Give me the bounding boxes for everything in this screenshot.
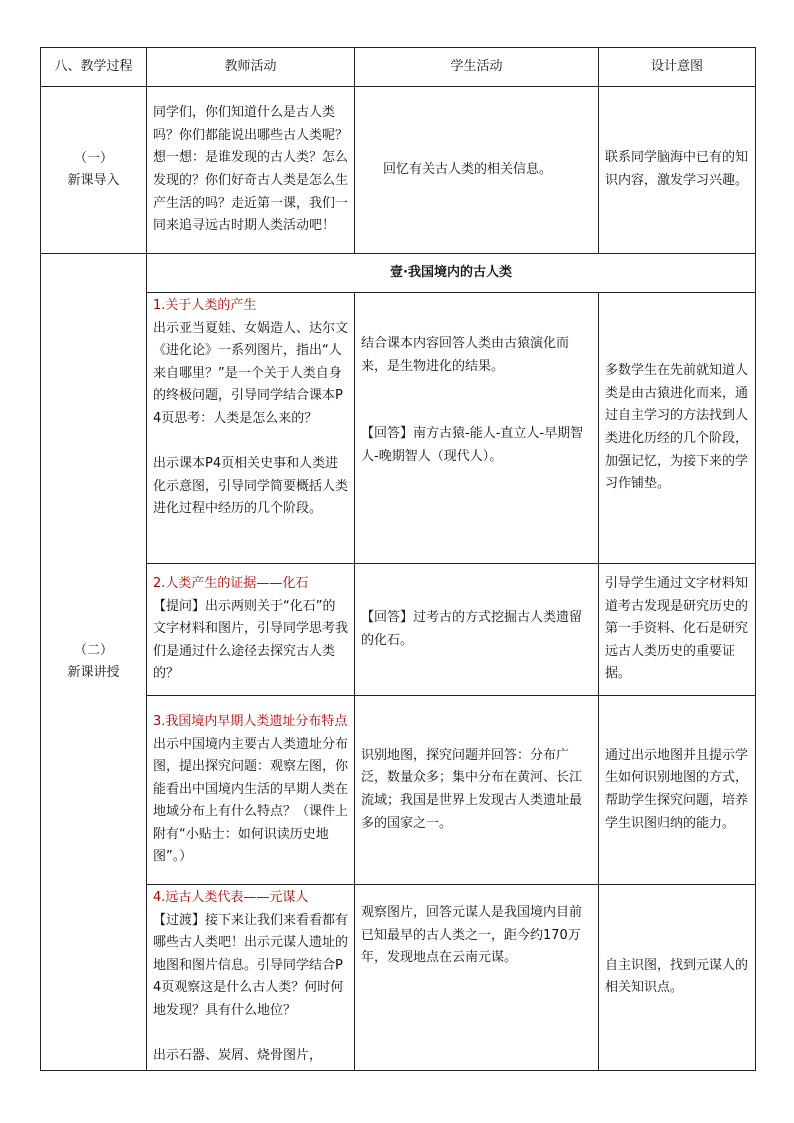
s1-teacher-b: 出示课本P4页相关史事和人类进化示意图，引导同学简要概括人类进化过程中经历的几个阶段。: [153, 456, 349, 517]
s1-student-a: 结合课本内容回答人类由古猿演化而来，是生物进化的结果。: [361, 336, 570, 374]
s3-design-cell: [599, 696, 756, 885]
table-header-row: [41, 48, 756, 87]
table-row-s2: [41, 564, 756, 696]
s1-teacher-a: 出示亚当夏娃、女娲造人、达尔文《进化论》一系列图片，指出“人来自哪里？”是一个关于人类自身的终极问题，引导同学结合课本P4页思考：人类是怎么来的？: [153, 320, 349, 426]
intro-design-cell: [599, 87, 756, 254]
table-row-s1: [41, 293, 756, 564]
s3-teacher-cell: [147, 696, 355, 885]
s1-student-cell: [355, 293, 599, 564]
s4-teacher-a: 【过渡】接下来让我们来看看都有哪些古人类吧！出示元谋人遗址的地图和图片信息。引导同学结合P4页观察这是什么古人类？何时何地发现？具有什么地位？: [153, 912, 349, 1018]
s1-student-b: 【回答】南方古猿-能人-直立人-早期智人-晚期智人（现代人）。: [361, 426, 584, 464]
table-row-s4: [41, 885, 756, 1071]
lesson-plan-page: [40, 47, 753, 1071]
s4-heading: 4.远古人类代表——元谋人: [153, 890, 309, 905]
s4-teacher-b: 出示石器、炭屑、烧骨图片，: [153, 1048, 323, 1064]
lesson-label: [41, 254, 147, 1071]
s1-design-cell: [599, 293, 756, 564]
header-student: 学生活动: [355, 48, 599, 87]
intro-label-num: （一）: [73, 151, 113, 166]
s4-student-cell: [355, 885, 599, 1071]
s3-student-cell: [355, 696, 599, 885]
section-title: 壹·我国境内的古人类: [147, 254, 756, 293]
intro-design-text: 联系同学脑海中已有的知识内容，激发学习兴趣。: [605, 150, 749, 188]
s3-student-text: 识别地图，探究问题并回答：分布广泛，数量众多；集中分布在黄河、长江流域；我国是世界上发现古人类遗址最多的国家之一。: [361, 747, 583, 831]
intro-teacher-text: 同学们，你们知道什么是古人类吗？你们都能说出哪些古人类呢？想一想：是谁发现的古人类？怎么发现的？你们好奇古人类是怎么生产生活的吗？走近第一课，我们一同来追寻远古时期人类活动吧！: [153, 105, 349, 234]
intro-label-name: 新课导入: [67, 173, 120, 188]
s2-design-text: 引导学生通过文字材料知道考古发现是研究历史的第一手资料、化石是研究远古人类历史的重要证据。: [605, 576, 749, 682]
s4-teacher-cell: [147, 885, 355, 1071]
intro-teacher-cell: [147, 87, 355, 254]
s2-heading: 2.人类产生的证据——化石: [153, 576, 309, 592]
intro-student-cell: [355, 87, 599, 254]
header-teacher: 教师活动: [147, 48, 355, 87]
header-design: 设计意图: [599, 48, 756, 87]
s2-student-cell: [355, 564, 599, 696]
teaching-process-table: [40, 47, 756, 1071]
header-process: 八、教学过程: [41, 48, 147, 87]
intro-student-text: 回忆有关古人类的相关信息。: [383, 161, 553, 177]
s3-teacher-text: 出示中国境内主要古人类遗址分布图，提出探究问题：观察左图，你能看出中国境内生活的早期人类在地域分布上有什么特点？（课件上附有“小贴士：如何识读历史地图”。）: [153, 736, 349, 865]
lesson-label-num: （二）: [73, 642, 113, 658]
s2-design-cell: [599, 564, 756, 696]
table-row-s3: [41, 696, 756, 885]
lesson-label-name: 新课讲授: [67, 664, 120, 680]
table-row-intro: [41, 87, 756, 254]
s2-teacher-text: 【提问】出示两则关于“化石”的文字材料和图片，引导同学思考我们是通过什么途径去探究古人类的？: [153, 598, 349, 682]
s4-student-text: 观察图片，回答元谋人是我国境内目前已知最早的古人类之一，距今约170万年，发现地点在云南元谋。: [361, 905, 583, 966]
s1-teacher-cell: [147, 293, 355, 564]
s3-design-text: 通过出示地图并且提示学生如何识别地图的方式，帮助学生探究问题，培养学生识图归纳的能力。: [605, 747, 749, 831]
intro-label: [41, 87, 147, 254]
s1-heading: 1.关于人类的产生: [153, 298, 257, 313]
s3-heading: 3.我国境内早期人类遗址分布特点: [153, 713, 348, 729]
s1-design-text: 多数学生在先前就知道人类是由古猿进化而来，通过自主学习的方法找到人类进化历经的几个阶段，加强记忆，为接下来的学习作铺垫。: [605, 363, 749, 492]
s4-design-text: 自主识图，找到元谋人的相关知识点。: [605, 957, 749, 996]
s2-teacher-cell: [147, 564, 355, 696]
table-row-section-title: [41, 254, 756, 293]
s2-student-text: 【回答】过考古的方式挖掘古人类遗留的化石。: [361, 609, 583, 648]
s4-design-cell: [599, 885, 756, 1071]
